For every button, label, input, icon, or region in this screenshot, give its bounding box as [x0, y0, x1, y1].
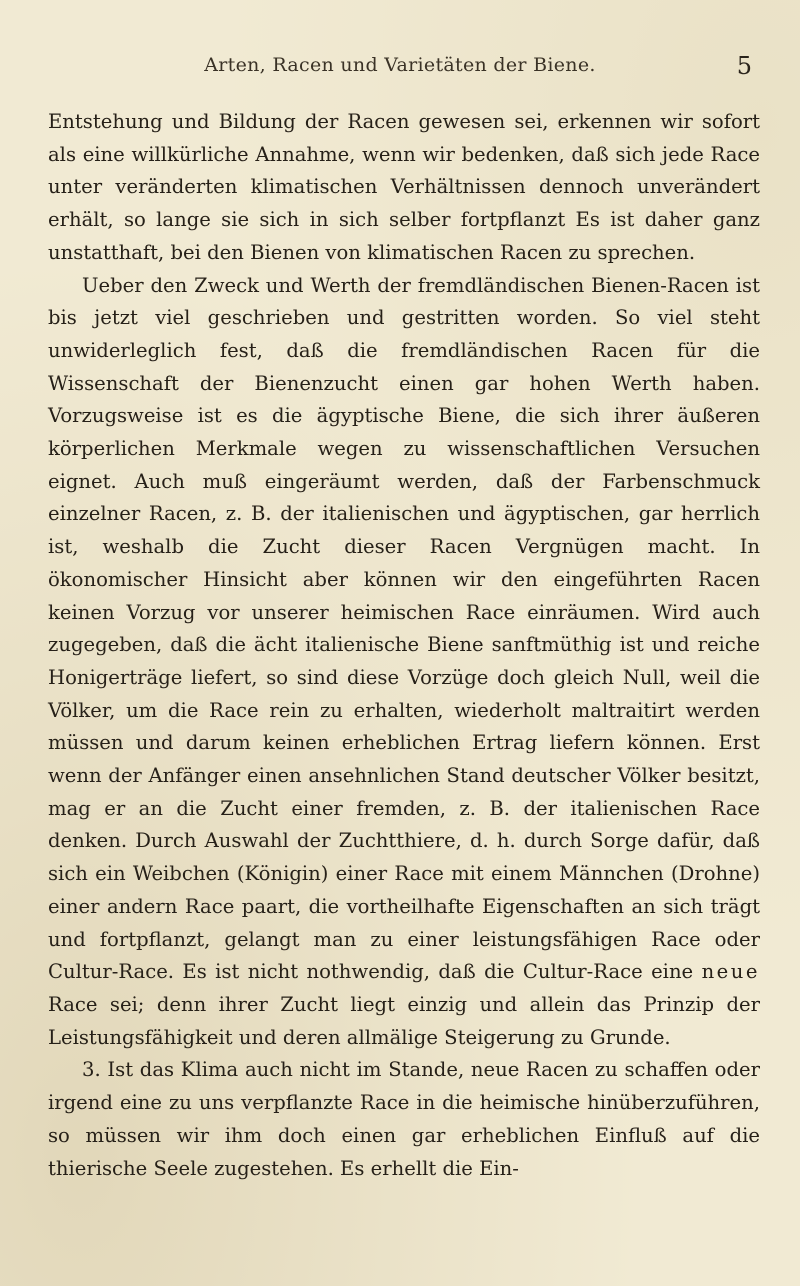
paragraph-1: Entstehung und Bildung der Racen gewesen sei, erkennen wir sofort als eine willkürliche Annahme, wenn wir bedenken, daß sich jede Race unter veränderten klimatischen Verhältnissen dennoch unverändert erhält, so lange sie sich in sich selber fortpflanzt Es ist daher ganz unstatthaft, bei den Bienen von klimatischen Racen zu sprechen.: [48, 110, 760, 264]
emphasis-neue: neue: [701, 960, 760, 984]
paragraph-3: 3. Ist das Klima auch nicht im Stande, neue Racen zu schaffen oder irgend eine zu uns verpflanzte Race in die heimische hinüberzuführen, so müssen wir ihm doch einen gar erheblichen Einfluß auf die thierische Seele zugestehen. Es erhellt die Ein-: [48, 1058, 760, 1180]
page-number: 5: [736, 52, 752, 80]
page-header: [48, 54, 752, 84]
paragraph-2-text: Ueber den Zweck und Werth der fremdländischen Bienen-Racen ist bis jetzt viel geschrieben und gestritten worden. So viel steht unwiderleglich fest, daß die fremdländischen Racen für die Wissenschaft der Bienenzucht einen gar hohen Werth haben. Vorzugsweise ist es die ägyptische Biene, die sich ihrer äußeren körperlichen Merkmale wegen zu wissenschaftlichen Versuchen eignet. Auch muß eingeräumt werden, daß der Farbenschmuck einzelner Racen, z. B. der italienischen und ägyptischen, gar herrlich ist, weshalb die Zucht dieser Racen Vergnügen macht. In ökonomischer Hinsicht aber können wir den eingeführten Racen keinen Vorzug vor unserer heimischen Race einräumen. Wird auch zugegeben, daß die ächt italienische Biene sanftmüthig ist und reiche Honigerträge liefert, so sind diese Vorzüge doch gleich Null, weil die Völker, um die Race rein zu erhalten, wiederholt maltraitirt werden müssen und darum keinen erheblichen Ertrag liefern können. Erst wenn der Anfänger einen ansehnlichen Stand deutscher Völker besitzt, mag er an die Zucht einer fremden, z. B. der italienischen Race denken. Durch Auswahl der Zuchtthiere, d. h. durch Sorge dafür, daß sich ein Weibchen (Königin) einer Race mit einem Männchen (Drohne) einer andern Race paart, die vortheilhafte Eigenschaften an sich trägt und fortpflanzt, gelangt man zu einer leistungsfähigen Race oder Cultur-Race. Es ist nicht nothwendig, daß die Cultur-Race eine: [48, 273, 760, 984]
running-head: Arten, Racen und Varietäten der Biene.: [204, 54, 596, 76]
body-text: [48, 106, 760, 1185]
paragraph-2-text-after: Race sei; denn ihrer Zucht liegt einzig und allein das Prinzip der Leistungsfähigkeit und deren allmälige Steigerung zu Grunde.: [48, 992, 760, 1049]
paragraph-2: [48, 270, 760, 1055]
